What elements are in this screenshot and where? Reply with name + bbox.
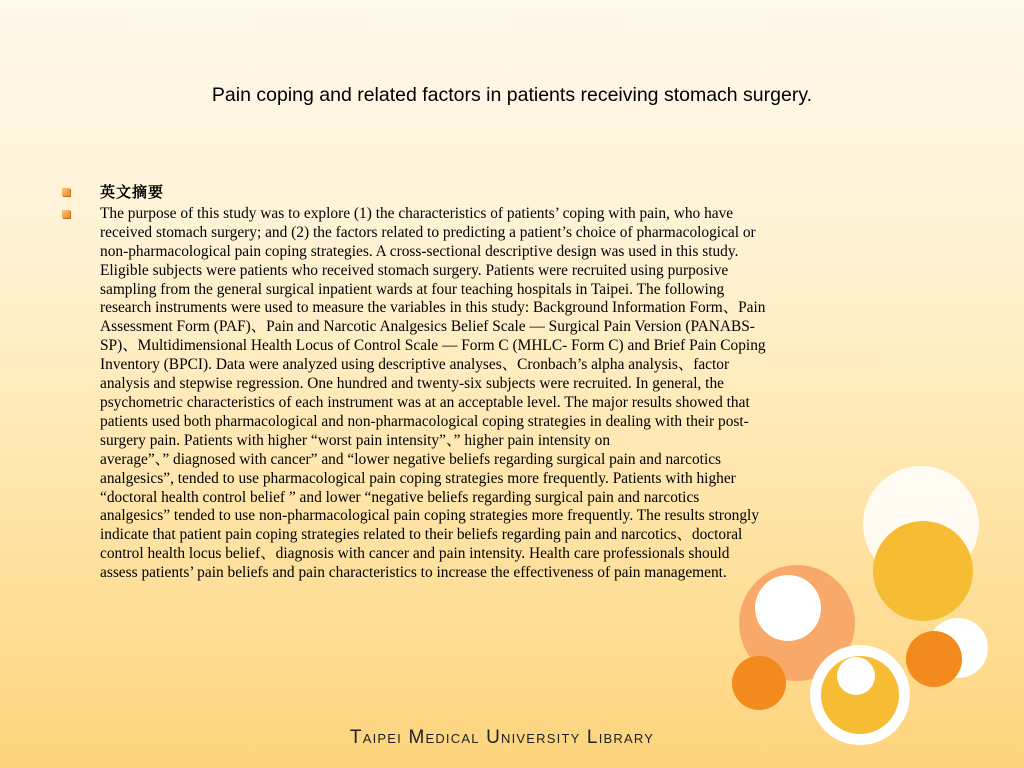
deco-circle	[821, 656, 899, 734]
deco-circle	[732, 656, 786, 710]
footer-label: Taipei Medical University Library	[349, 727, 655, 748]
deco-circle	[906, 631, 962, 687]
deco-circle	[928, 618, 988, 678]
bullet-square-icon	[62, 188, 70, 196]
footer	[0, 727, 1024, 749]
bullet-list	[62, 183, 962, 585]
bullet-square-icon	[62, 210, 70, 218]
bullet-item-heading	[62, 183, 962, 203]
section-heading: 英文摘要	[100, 183, 165, 201]
bullet-item-abstract	[62, 205, 962, 583]
abstract-text: The purpose of this study was to explore (1) the characteristics of patients’ coping with pain, who have received stomach surgery; and (2) the factors related to predicting a patient’s choice of pharmacological or non-pharmacological pain coping strategies. A cross-sectional descriptive design was used in this study. Eligible subjects were patients who received stomach surgery. Patients were recruited using purposive sampling from the general surgical inpatient wards at four teaching hospitals in Taipei. The following research instruments were used to measure the variables in this study: Background Information Form、Pain Assessment Form (PAF)、Pain and Narcotic Analgesics Belief Scale — Surgical Pain Version (PANABS- SP)、Multidimensional Health Locus of Control Scale — Form C (MHLC- Form C) and Brief Pain Coping Inventory (BPCI). Data were analyzed using descriptive analyses、Cronbach’s alpha analysis、factor analysis and stepwise regression. One hundred and twenty-six subjects were recruited. In general, the psychometric characteristics of each instrument was at an acceptable level. The major results showed that patients used both pharmacological and non-pharmacological coping strategies in dealing with their post- surgery pain. Patients with higher “worst pain intensity”、” higher pain intensity on average”、” diagnosed with cancer” and “lower negative beliefs regarding surgical pain and narcotics analgesics”, tended to use pharmacological pain coping strategies more frequently. Patients with higher “doctoral health control belief ” and lower “negative beliefs regarding surgical pain and narcotics analgesics” tended to use non-pharmacological pain coping strategies more frequently. The results strongly indicate that patient pain coping strategies related to their beliefs regarding pain and narcotics、doctoral control health locus belief、diagnosis with cancer and pain intensity. Health care professionals should assess patients’ pain beliefs and pain characteristics to increase the effectiveness of pain management.	[100, 204, 766, 582]
deco-circle	[837, 657, 875, 695]
slide-title: Pain coping and related factors in patients receiving stomach surgery.	[211, 84, 813, 106]
